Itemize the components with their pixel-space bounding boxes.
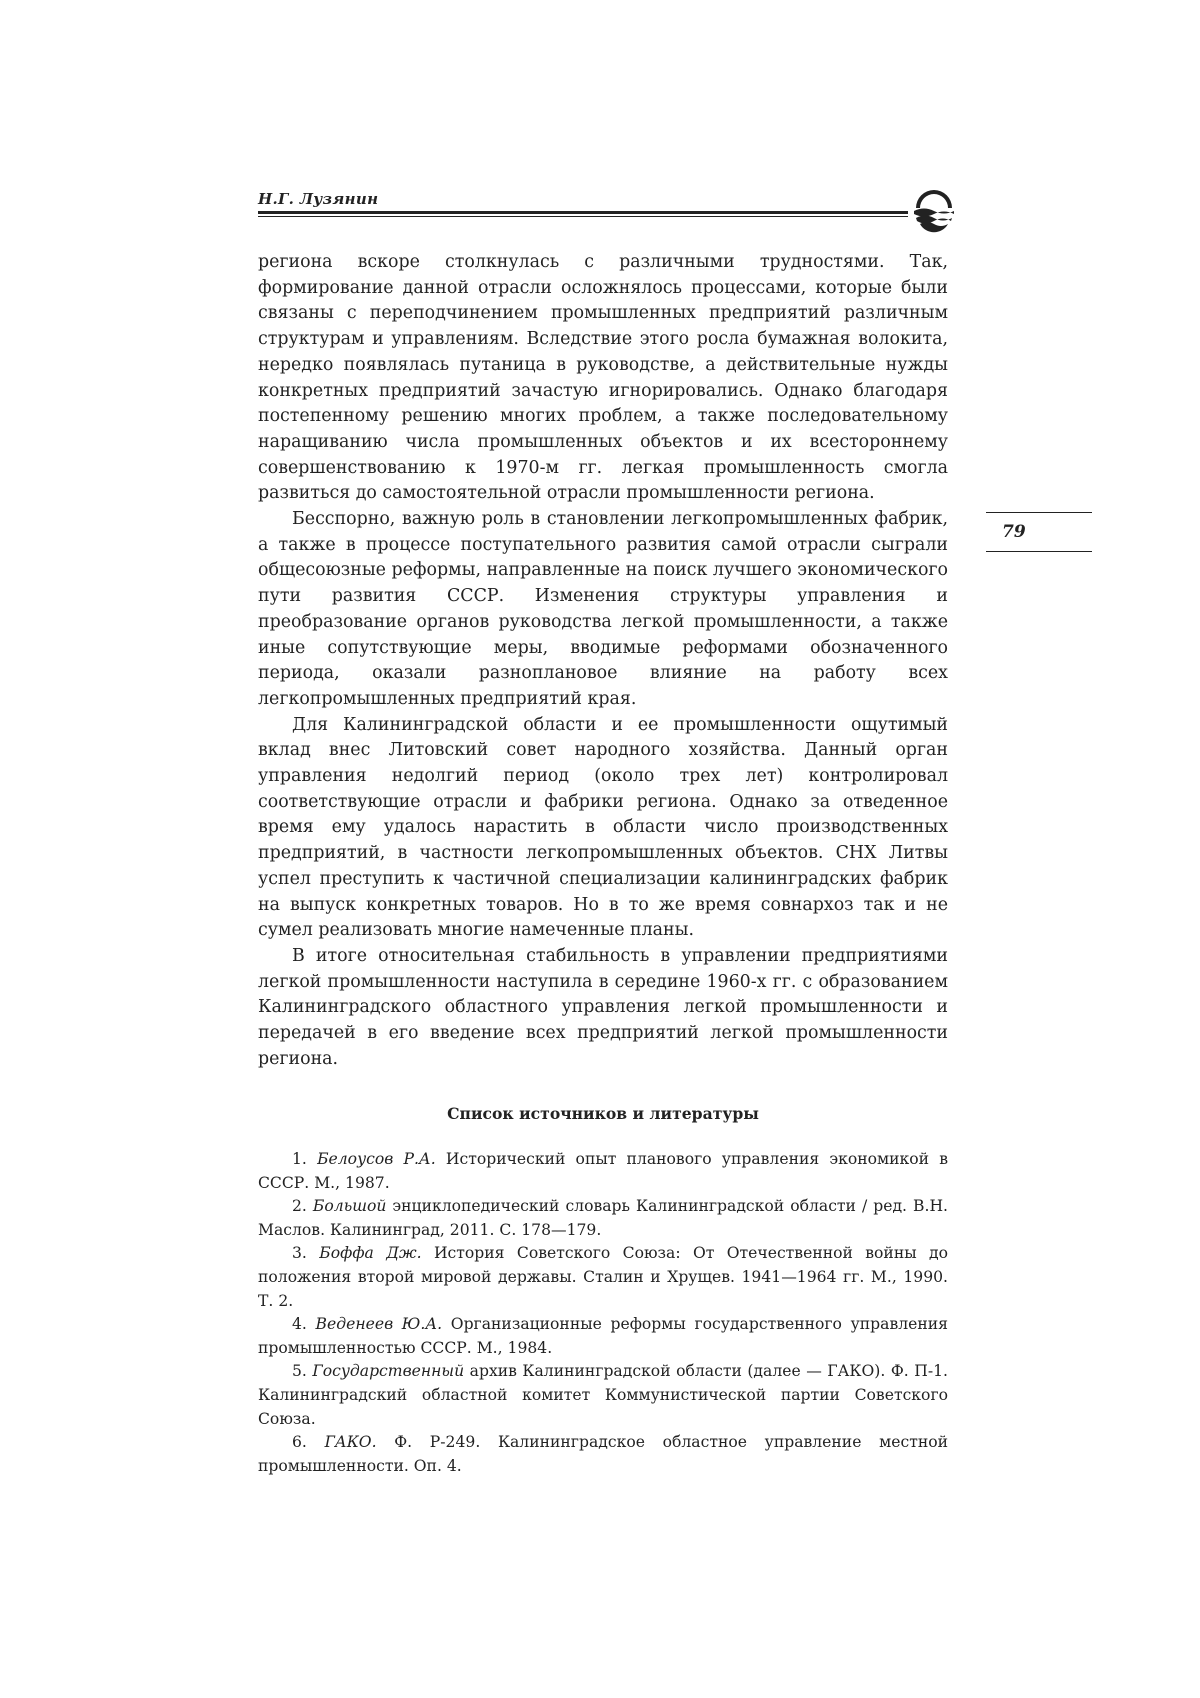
- reference-author: Большой: [312, 1197, 387, 1216]
- page-number: 79: [1002, 522, 1026, 542]
- reference-text: Исторический опыт планового управления экономикой в СССР. М., 1987.: [258, 1150, 948, 1192]
- reference-item: [258, 1431, 948, 1478]
- reference-number: 2.: [292, 1197, 307, 1216]
- reference-item: [258, 1313, 948, 1360]
- reference-item: [258, 1242, 948, 1313]
- page-number-box: [986, 512, 1092, 552]
- running-head-author: Н.Г. Лузянин: [258, 190, 379, 208]
- body-text: [258, 250, 948, 1073]
- reference-item: [258, 1195, 948, 1242]
- running-head: [258, 190, 966, 238]
- reference-author: Веденеев Ю.А.: [315, 1315, 443, 1334]
- reference-text: энциклопедический словарь Калининградской области / ред. В.Н. Маслов. Калининград, 2011. С. 178—179.: [258, 1197, 948, 1239]
- paragraph-4: В итоге относительная стабильность в управлении предприятиями легкой промышленности наступила в середине 1960-х гг. с образованием Калининградского областного управления легкой промышленности и передачей в его введение всех предприятий легкой промышленности региона.: [258, 945, 948, 1069]
- reference-number: 5.: [292, 1362, 307, 1381]
- reference-text: Организационные реформы государственного управления промышленностью СССР. М., 1984.: [258, 1315, 948, 1357]
- paragraph-1: региона вскоре столкнулась с различными трудностями. Так, формирование данной отрасли осложнялось процессами, которые были связаны с переподчинением промышленных предприятий различным структурам и управлениям. Вследствие этого росла бумажная волокита, нередко появлялась путаница в руководстве, а действительные нужды конкретных предприятий зачастую игнорировались. Однако благодаря постепенному решению многих проблем, а также последовательному наращиванию числа промышленных объектов и их всестороннему совершенствованию к 1970-м гг. легкая промышленность смогла развиться до самостоятельной отрасли промышленности региона.: [258, 252, 948, 504]
- reference-number: 4.: [292, 1315, 307, 1334]
- reference-author: ГАКО.: [324, 1433, 377, 1452]
- header-rule-thin: [258, 216, 908, 217]
- reference-number: 6.: [292, 1433, 307, 1452]
- reference-author: Боффа Дж.: [319, 1244, 422, 1263]
- reference-author: Государственный: [312, 1362, 465, 1381]
- reference-author: Белоусов Р.А.: [317, 1150, 436, 1168]
- reference-number: 1.: [292, 1150, 307, 1168]
- reference-text: архив Калининградской области (далее — ГАКО). Ф. П-1. Калининградский областной комитет Коммунистической партии Советского Союза.: [258, 1362, 948, 1428]
- header-rule-thick: [258, 211, 908, 214]
- paragraph-2: Бесспорно, важную роль в становлении легкопромышленных фабрик, а также в процессе поступательного развития самой отрасли сыграли общесоюзные реформы, направленные на поиск лучшего экономического пути развития СССР. Изменения структуры управления и преобразование органов руководства легкой промышленности, а также иные сопутствующие меры, вводимые реформами обозначенного периода, оказали разноплановое влияние на работу всех легкопромышленных предприятий края.: [258, 509, 948, 709]
- reference-text: История Советского Союза: От Отечественной войны до положения второй мировой державы. Сталин и Хрущев. 1941—1964 гг. М., 1990. Т. 2.: [258, 1244, 948, 1310]
- references-title: Список источников и литературы: [447, 1104, 759, 1123]
- journal-logo-icon: [910, 190, 958, 234]
- references-list: [258, 1148, 948, 1478]
- reference-item: [258, 1360, 948, 1431]
- reference-text: Ф. Р-249. Калининградское областное управление местной промышленности. Оп. 4.: [258, 1433, 948, 1475]
- paragraph-3: Для Калининградской области и ее промышленности ощутимый вклад внес Литовский совет народного хозяйства. Данный орган управления недолгий период (около трех лет) контролировал соответствующие отрасли и фабрики региона. Однако за отведенное время ему удалось нарастить в области число производственных предприятий, в частности легкопромышленных объектов. СНХ Литвы успел преступить к частичной специализации калининградских фабрик на выпуск конкретных товаров. Но в то же время совнархоз так и не сумел реализовать многие намеченные планы.: [258, 714, 948, 941]
- reference-number: 3.: [292, 1244, 307, 1263]
- reference-item: [258, 1148, 948, 1195]
